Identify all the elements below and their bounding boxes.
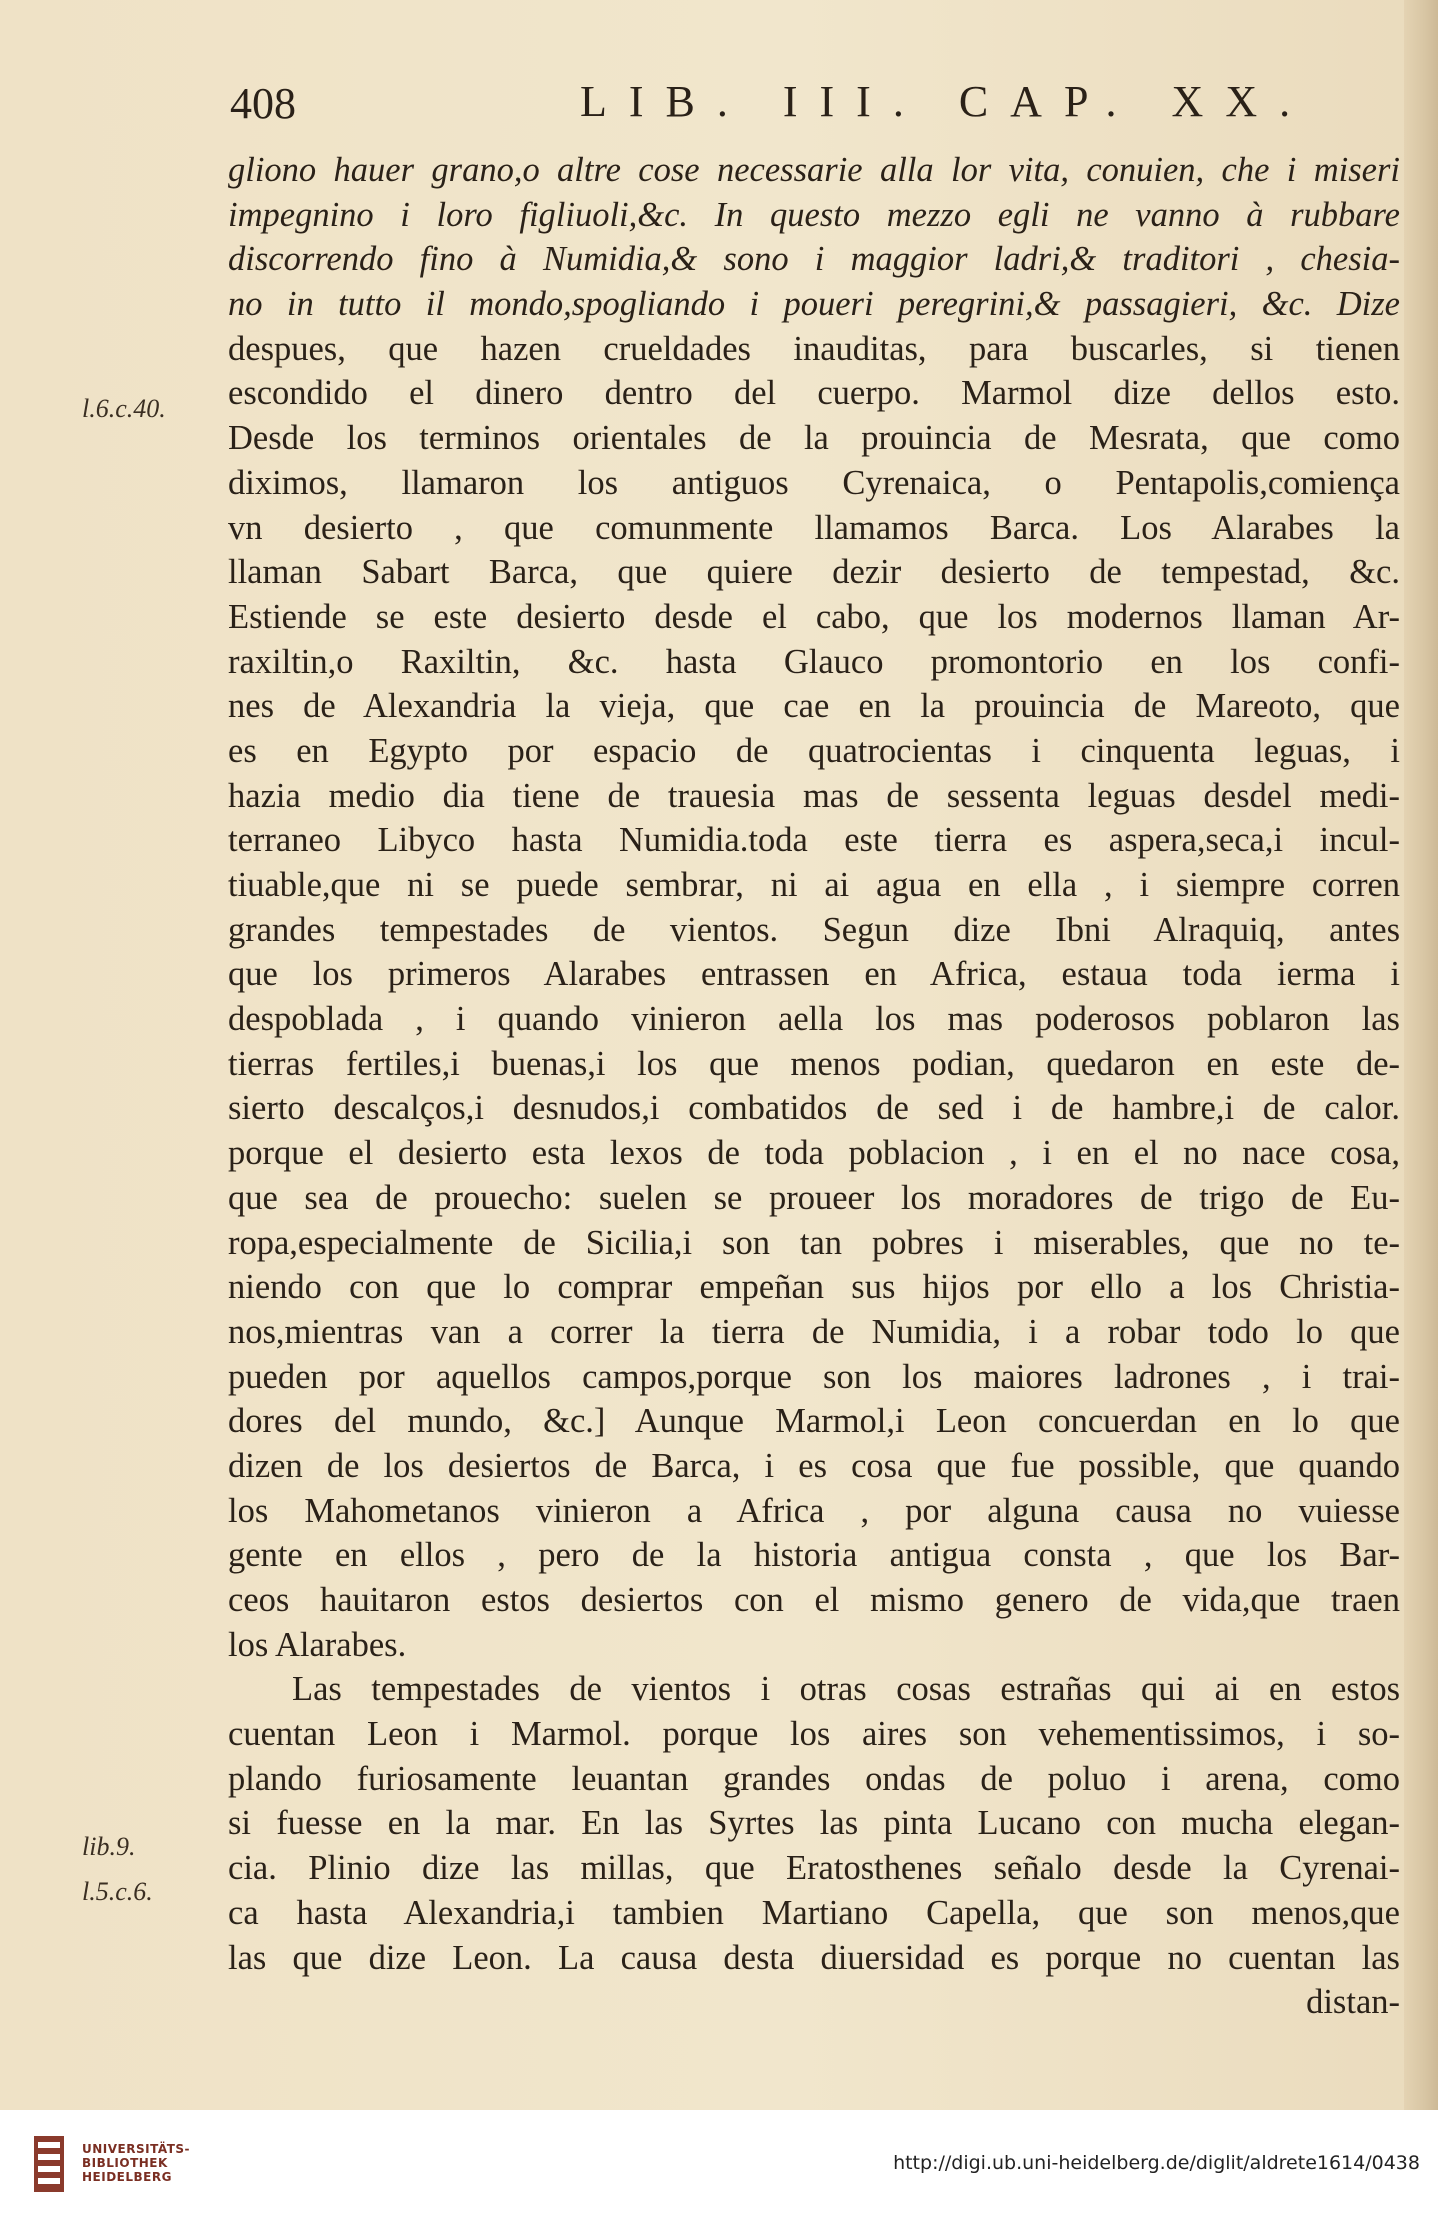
text-line: es en Egypto por espacio de quatrocientas i cinquenta leguas, i [228, 731, 1400, 770]
text-line: Desde los terminos orientales de la prouincia de Mesrata, que como [228, 419, 1400, 458]
text-line: plando furiosamente leuantan grandes ondas de poluo i arena, como [228, 1759, 1400, 1798]
text-line: dores del mundo, &c.] Aunque Marmol,i Leon concuerdan en lo que [228, 1402, 1400, 1441]
text-line: dizen de los desiertos de Barca, i es cosa que fue possible, que quando [228, 1446, 1400, 1485]
marginal-note: l.6.c.40. [82, 394, 166, 423]
text-line: pueden por aquellos campos,porque son los maiores ladrones , i trai- [228, 1357, 1400, 1396]
text-line: vn desierto , que comunmente llamamos Barca. Los Alarabes la [228, 508, 1400, 547]
running-title: LIB. III. CAP. XX. [580, 77, 1313, 126]
text-line: cuentan Leon i Marmol. porque los aires son vehementissimos, i so- [228, 1715, 1400, 1754]
text-body [228, 148, 1400, 2025]
text-line: Estiende se este desierto desde el cabo, que los modernos llaman Ar- [228, 597, 1400, 636]
source-url-link[interactable]: http://digi.ub.uni-heidelberg.de/diglit/aldrete1614/0438 [893, 2152, 1420, 2174]
text-line: cia. Plinio dize las millas, que Eratosthenes señalo desde la Cyrenai- [228, 1849, 1400, 1888]
text-line: raxiltin,o Raxiltin, &c. hasta Glauco promontorio en los confi- [228, 642, 1400, 681]
text-line: que los primeros Alarabes entrassen en Africa, estaua toda ierma i [228, 955, 1400, 994]
text-line: que sea de prouecho: suelen se proueer los moradores de trigo de Eu- [228, 1178, 1400, 1217]
text-line: nos,mientras van a correr la tierra de Numidia, i a robar todo lo que [228, 1312, 1400, 1351]
marginal-note: l.5.c.6. [82, 1877, 153, 1906]
text-line: si fuesse en la mar. En las Syrtes las pinta Lucano con mucha elegan- [228, 1804, 1400, 1843]
text-line: sierto descalços,i desnudos,i combatidos de sed i de hambre,i de calor. [228, 1089, 1400, 1128]
text-line: niendo con que lo comprar empeñan sus hijos por ello a los Christia- [228, 1268, 1400, 1307]
text-line: despues, que hazen crueldades inauditas, para buscarles, si tienen [228, 329, 1400, 368]
page-gutter-shadow [1404, 0, 1438, 2110]
text-line: ceos hauitaron estos desiertos con el mismo genero de vida,que traen [228, 1581, 1400, 1619]
text-line: escondido el dinero dentro del cuerpo. Marmol dize dellos esto. [228, 374, 1400, 413]
text-line: impegnino i loro figliuoli,&c. In questo mezzo egli ne vanno à rubbare [228, 195, 1400, 234]
digitization-footer [0, 2110, 1438, 2235]
text-line: hazia medio dia tiene de trauesia mas de sessenta leguas desdel medi- [228, 776, 1400, 815]
text-line: terraneo Libyco hasta Numidia.toda este tierra es aspera,seca,i incul- [228, 821, 1400, 860]
university-library-logo-icon [28, 2132, 70, 2196]
text-line: nes de Alexandria la vieja, que cae en la prouincia de Mareoto, que [228, 687, 1400, 726]
text-line: ca hasta Alexandria,i tambien Martiano Capella, que son menos,que [228, 1893, 1400, 1932]
text-line: gliono hauer grano,o altre cose necessarie alla lor vita, conuien, che i miseri [228, 151, 1400, 189]
catchword: distan- [1306, 1983, 1400, 2022]
text-line: los Mahometanos vinieron a Africa , por alguna causa no vuiesse [228, 1491, 1400, 1530]
text-line: discorrendo fino à Numidia,& sono i maggior ladri,& traditori , chesia- [228, 240, 1400, 279]
page-number: 408 [230, 79, 296, 128]
text-line: las que dize Leon. La causa desta diuersidad es porque no cuentan las [228, 1938, 1400, 1977]
text-line: despoblada , i quando vinieron aella los mas poderosos poblaron las [228, 1000, 1400, 1039]
institution-name: UNIVERSITÄTS- BIBLIOTHEK HEIDELBERG [82, 2142, 191, 2184]
text-line: gente en ellos , pero de la historia antigua consta , que los Bar- [228, 1536, 1400, 1575]
text-line: llaman Sabart Barca, que quiere dezir desierto de tempestad, &c. [228, 553, 1400, 592]
marginal-note: lib.9. [82, 1832, 136, 1861]
text-line: porque el desierto esta lexos de toda poblacion , i en el no nace cosa, [228, 1134, 1400, 1173]
text-line: diximos, llamaron los antiguos Cyrenaica, o Pentapolis,comiença [228, 463, 1400, 502]
text-line: los Alarabes. [228, 1625, 407, 1664]
text-line: ropa,especialmente de Sicilia,i son tan pobres i miserables, que no te- [228, 1223, 1400, 1262]
text-line: no in tutto il mondo,spogliando i poueri peregrini,& passagieri, &c. Dize [228, 285, 1400, 324]
running-header [230, 70, 1410, 140]
text-line: tierras fertiles,i buenas,i los que menos podian, quedaron en este de- [228, 1044, 1400, 1083]
text-line: grandes tempestades de vientos. Segun dize Ibni Alraquiq, antes [228, 910, 1400, 949]
text-line: Las tempestades de vientos i otras cosas estrañas qui ai en estos [292, 1670, 1400, 1709]
text-line: tiuable,que ni se puede sembrar, ni ai agua en ella , i siempre corren [228, 866, 1400, 904]
